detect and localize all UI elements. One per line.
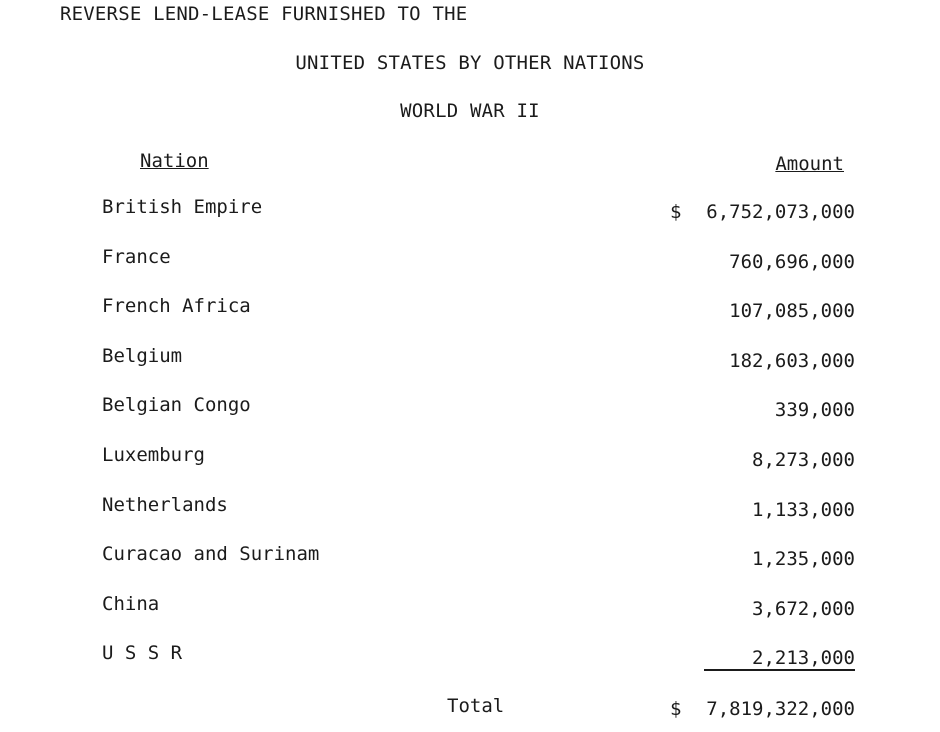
amount-cell: 760,696,000: [729, 250, 855, 273]
nation-cell: French Africa: [102, 295, 251, 318]
amount-cell: 1,133,000: [752, 498, 855, 521]
table-row: [0, 394, 940, 444]
amount-cell: 6,752,073,000: [706, 201, 855, 223]
nation-cell: Netherlands: [102, 493, 228, 516]
amount-cell: 182,603,000: [729, 349, 855, 372]
total-label: Total: [447, 695, 505, 717]
currency-symbol: $: [670, 201, 682, 223]
table-row: [0, 444, 940, 494]
table-row: [0, 345, 940, 395]
nation-cell: Belgian Congo: [102, 394, 251, 417]
amount-cell: 3,672,000: [752, 597, 855, 620]
document-title-line-3: WORLD WAR II: [400, 100, 540, 122]
nation-cell: British Empire: [102, 196, 263, 218]
nation-cell: France: [102, 245, 171, 268]
lend-lease-table: [0, 196, 940, 692]
nation-cell: U S S R: [102, 642, 183, 665]
table-row: [0, 642, 940, 692]
table-row: [0, 494, 940, 544]
amount-cell: 8,273,000: [752, 448, 855, 471]
document-title-line-2: UNITED STATES BY OTHER NATIONS: [295, 52, 645, 74]
table-row: [0, 593, 940, 643]
amount-cell: 339,000: [774, 399, 855, 422]
amount-cell: 107,085,000: [729, 300, 855, 323]
total-currency-symbol: $: [670, 698, 682, 720]
table-row: [0, 543, 940, 593]
amount-cell: 2,213,000: [704, 647, 855, 671]
document-title-line-1: REVERSE LEND-LEASE FURNISHED TO THE: [60, 3, 468, 25]
nation-cell: Curacao and Surinam: [102, 543, 320, 566]
amount-cell: 1,235,000: [752, 548, 855, 571]
total-amount: 7,819,322,000: [706, 698, 855, 720]
table-row: [0, 246, 940, 296]
nation-cell: China: [102, 592, 160, 615]
nation-column-header: Nation: [140, 150, 209, 172]
nation-cell: Belgium: [102, 344, 183, 367]
table-row: [0, 295, 940, 345]
table-row: [0, 196, 940, 246]
nation-cell: Luxemburg: [102, 443, 205, 466]
amount-column-header: Amount: [775, 153, 844, 175]
